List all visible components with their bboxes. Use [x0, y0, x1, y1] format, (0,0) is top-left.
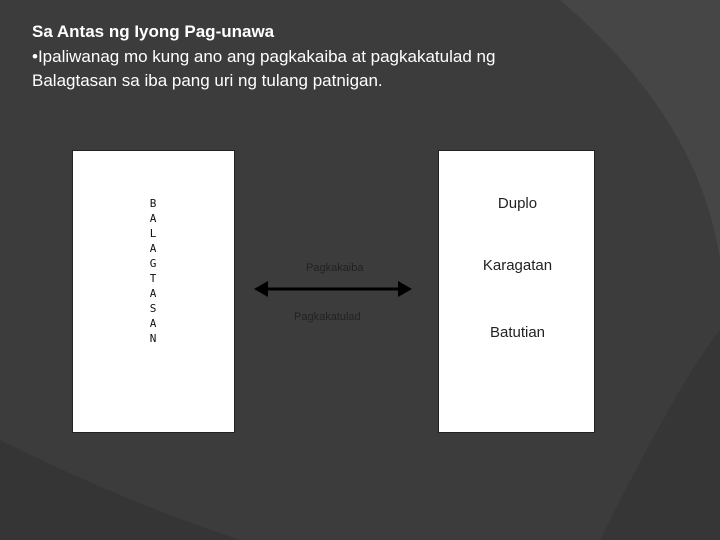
letter: A	[149, 242, 157, 255]
double-arrow-icon	[254, 280, 412, 298]
similarity-label: Pagkakatulad	[294, 311, 361, 323]
letter: G	[149, 257, 157, 270]
letter: L	[149, 227, 157, 240]
balagtasan-vertical-word	[147, 196, 159, 346]
instruction-line: •Ipaliwanag mo kung ano ang pagkakaiba at pagkakatulad ng	[32, 47, 496, 66]
letter: S	[149, 302, 157, 315]
letter: B	[149, 197, 157, 210]
letter: A	[149, 287, 157, 300]
patnigan-item-karagatan: Karagatan	[482, 257, 553, 274]
instruction-line: Balagtasan sa iba pang uri ng tulang patnigan.	[32, 71, 383, 90]
patnigan-item-batutian: Batutian	[489, 324, 546, 341]
letter: N	[149, 332, 157, 345]
balagtasan-box	[72, 150, 235, 433]
difference-label: Pagkakaiba	[306, 262, 364, 274]
patnigan-types-box	[438, 150, 595, 433]
instruction-text	[32, 45, 632, 93]
slide-title: Sa Antas ng Iyong Pag-unawa	[32, 22, 275, 41]
letter: A	[149, 317, 157, 330]
patnigan-item-duplo: Duplo	[497, 195, 538, 212]
letter: A	[149, 212, 157, 225]
letter: T	[149, 272, 157, 285]
